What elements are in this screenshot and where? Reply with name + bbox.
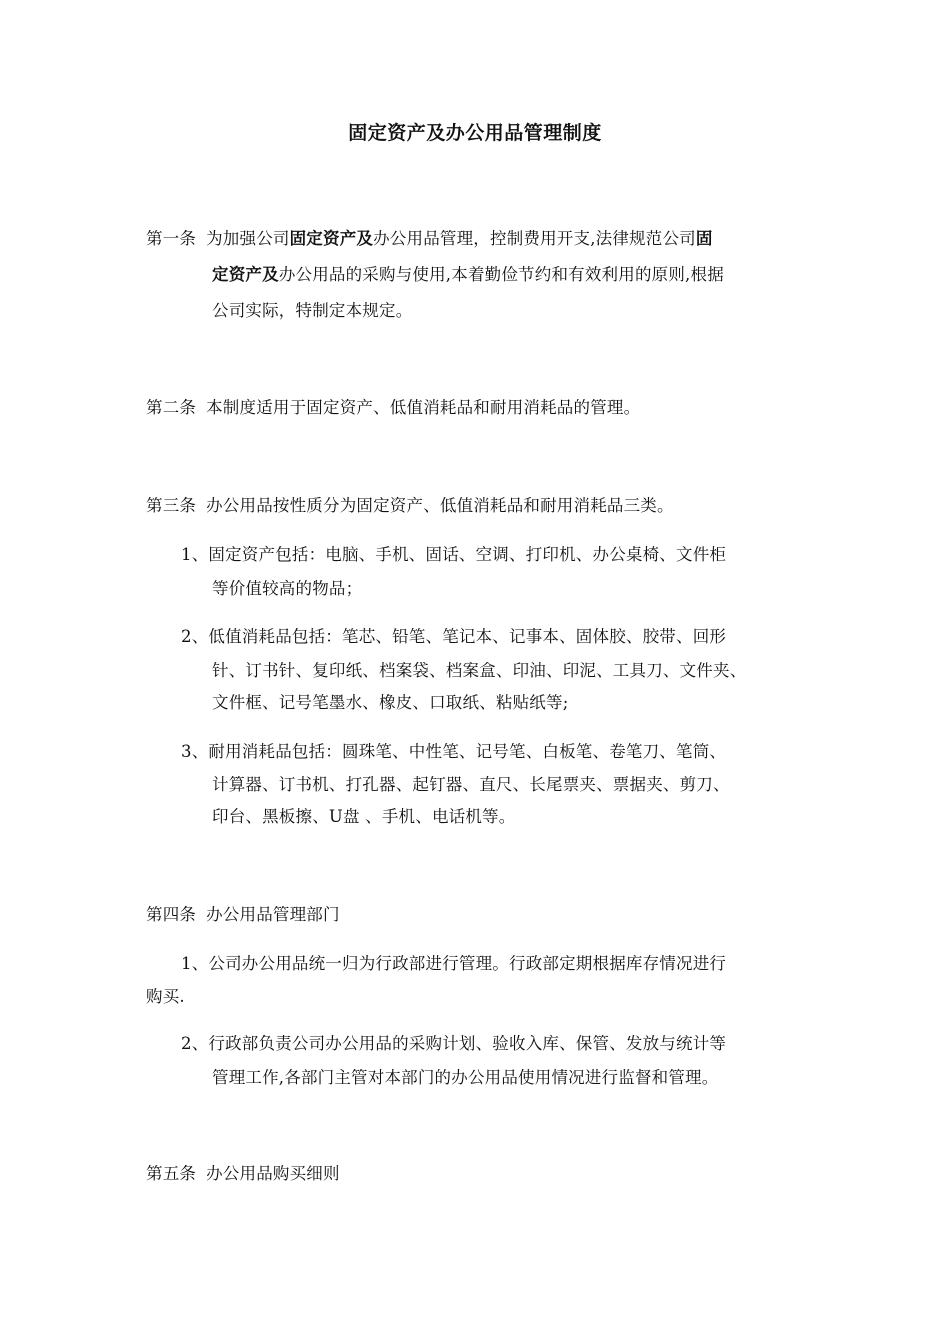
article-4-text: 办公用品管理部门 [206, 905, 340, 924]
article-2-text: 本制度适用于固定资产、低值消耗品和耐用消耗品的管理。 [206, 398, 641, 417]
article-3-item-2-line-2: 针、订书针、复印纸、档案袋、档案盒、印油、印泥、工具刀、文件夹、 [212, 661, 747, 680]
article-3-item-3-line-1: 3、耐用消耗品包括：圆珠笔、中性笔、记号笔、白板笔、卷笔刀、笔筒、 [181, 742, 727, 761]
article-1-text-a: 为加强公司 [206, 229, 290, 248]
article-3-item-1-line-1: 1、固定资产包括：电脑、手机、固话、空调、打印机、办公桌椅、文件柜 [181, 545, 727, 564]
article-5-label: 第五条 [146, 1164, 197, 1183]
article-5-text: 办公用品购买细则 [206, 1164, 340, 1183]
article-3-text: 办公用品按性质分为固定资产、低值消耗品和耐用消耗品三类。 [206, 496, 674, 515]
article-3-label: 第三条 [146, 496, 197, 515]
article-4-item-2-line-1: 2、行政部负责公司办公用品的采购计划、验收入库、保管、发放与统计等 [181, 1034, 727, 1053]
article-4-item-2-line-2: 管理工作,各部门主管对本部门的办公用品使用情况进行监督和管理。 [212, 1068, 719, 1087]
article-3-line-1 [146, 495, 674, 517]
article-2-line-1 [146, 397, 640, 419]
article-3-item-2-line-3: 文件框、记号笔墨水、橡皮、口取纸、粘贴纸等; [212, 693, 569, 712]
article-1-line-2 [212, 264, 724, 286]
article-1-line-1 [146, 228, 713, 250]
article-4-line-1 [146, 904, 340, 926]
article-4-item-1-line-1: 1、公司办公用品统一归为行政部进行管理。行政部定期根据库存情况进行 [181, 954, 727, 973]
article-1-text-c: 办公用品管理，控制费用开支,法律规范公司 [373, 229, 696, 248]
article-1-emphasis-c: 定资产及 [212, 265, 279, 284]
article-1-emphasis-b: 固 [695, 229, 713, 248]
article-3-item-1-line-2: 等价值较高的物品； [212, 579, 363, 598]
article-1-label: 第一条 [146, 229, 197, 248]
article-1-emphasis-a: 固定资产及 [289, 229, 374, 248]
article-1-text-d: 办公用品的采购与使用,本着勤俭节约和有效利用的原则,根据 [278, 265, 724, 284]
article-2-label: 第二条 [146, 398, 197, 417]
article-5-line-1 [146, 1163, 340, 1185]
article-1-line-3: 公司实际，特制定本规定。 [212, 301, 413, 320]
article-4-label: 第四条 [146, 905, 197, 924]
document-title: 固定资产及办公用品管理制度 [348, 122, 602, 144]
article-3-item-3-line-2: 计算器、订书机、打孔器、起钉器、直尺、长尾票夹、票据夹、剪刀、 [212, 775, 730, 794]
article-4-item-1-line-2: 购买. [146, 987, 185, 1006]
article-3-item-2-line-1: 2、低值消耗品包括：笔芯、铅笔、笔记本、记事本、固体胶、胶带、回形 [181, 627, 727, 646]
article-3-item-3-line-3: 印台、黑板擦、U盘 、手机、电话机等。 [212, 807, 516, 826]
